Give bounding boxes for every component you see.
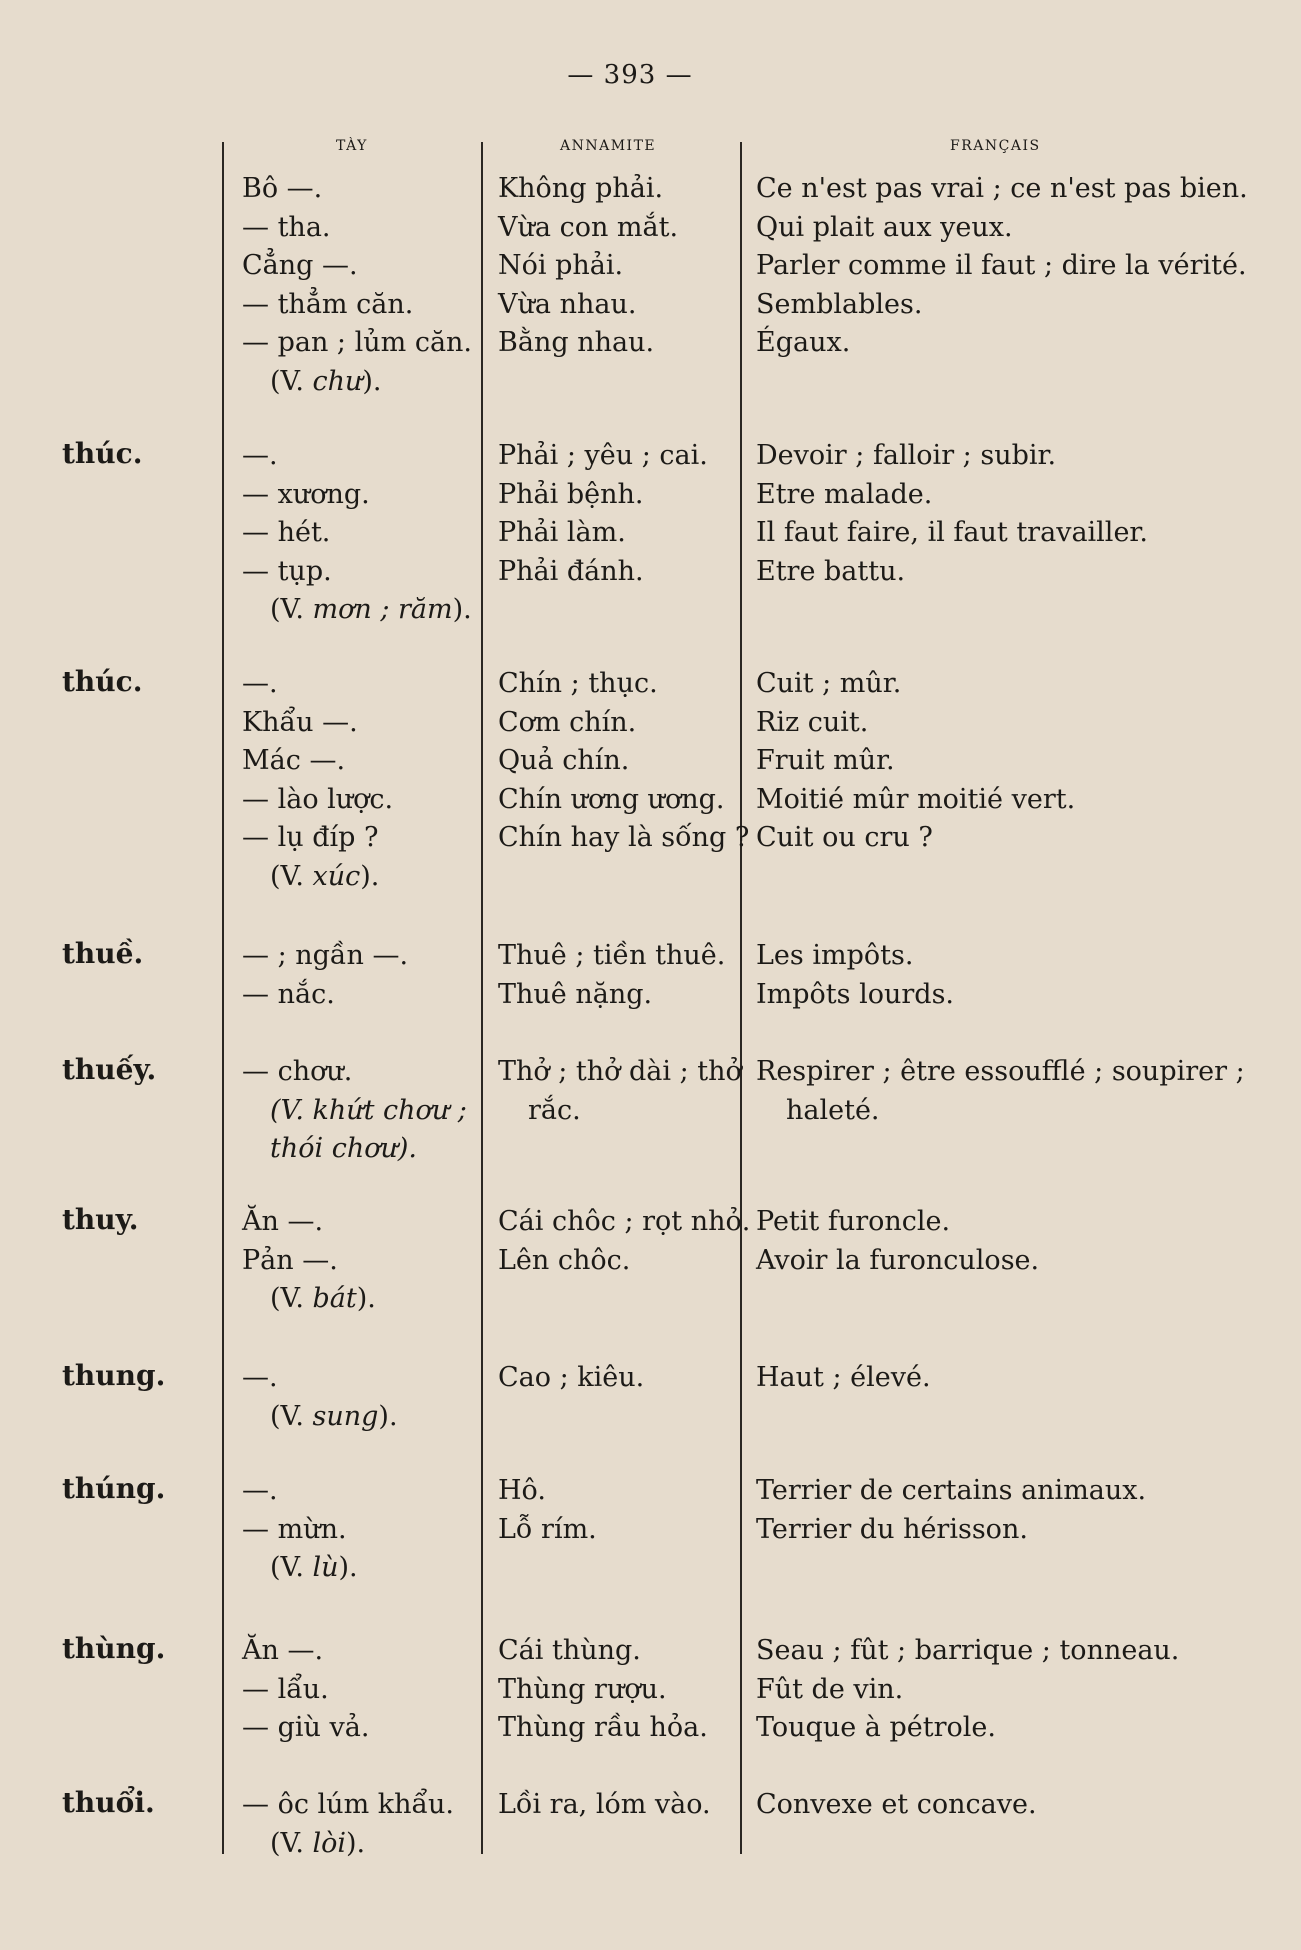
francais-line: Semblables. <box>756 288 923 320</box>
tay-line: — pan ; lủm căn. <box>242 327 473 358</box>
column-header-tay: TÀY <box>336 138 368 154</box>
tay-line: Khẩu —. <box>242 706 358 738</box>
annamite-line: Lồi ra, lóm vào. <box>498 1789 711 1820</box>
annamite-cell <box>498 937 725 1014</box>
annamite-cell <box>498 437 708 591</box>
tay-line: Ăn —. <box>242 1635 324 1666</box>
cross-reference: (V. lòi). <box>270 1827 366 1859</box>
francais-line: Fruit mûr. <box>756 745 895 776</box>
annamite-line: Thuê nặng. <box>498 978 653 1010</box>
tay-line: — hét. <box>242 517 331 548</box>
francais-cell <box>756 170 1248 363</box>
tay-line: Mác —. <box>242 745 346 776</box>
annamite-line: Thở ; thở dài ; thở <box>498 1056 742 1087</box>
annamite-line: Vừa con mắt. <box>498 211 679 243</box>
annamite-line: Phải bệnh. <box>498 478 644 510</box>
annamite-line: Chín ương ương. <box>498 783 725 815</box>
tay-line: — chơư. <box>242 1056 353 1087</box>
francais-line: Cuit ou cru ? <box>756 822 933 853</box>
column-header-francais: FRANÇAIS <box>950 138 1041 154</box>
francais-line: Ce n'est pas vrai ; ce n'est pas bien. <box>756 173 1248 204</box>
tay-line: — ; ngần —. <box>242 940 409 971</box>
annamite-line: Cái thùng. <box>498 1635 641 1666</box>
tay-cell <box>242 437 472 630</box>
tay-line: —. <box>242 1362 278 1393</box>
francais-cell <box>756 1203 1039 1280</box>
tay-line: — thẳm căn. <box>242 288 414 320</box>
tay-line: —. <box>242 668 278 699</box>
tay-line: — mừn. <box>242 1513 347 1545</box>
cross-reference: (V. xúc). <box>270 860 380 892</box>
tay-cell <box>242 1786 454 1863</box>
francais-line: Parler comme il faut ; dire la vérité. <box>756 250 1247 281</box>
annamite-line: Nói phải. <box>498 250 624 281</box>
annamite-line: Chín hay là sống ? <box>498 822 750 853</box>
annamite-line: Thùng rầu hỏa. <box>498 1712 708 1743</box>
tay-line: — lào lược. <box>242 783 394 815</box>
francais-line: Il faut faire, il faut travailler. <box>756 517 1148 548</box>
cross-reference: thói chơư). <box>270 1133 417 1164</box>
francais-line: Etre battu. <box>756 555 906 587</box>
cross-reference: (V. bát). <box>270 1283 376 1314</box>
tay-line: — nắc. <box>242 978 335 1010</box>
head-word: thung. <box>62 1359 166 1392</box>
annamite-line: Bằng nhau. <box>498 327 655 358</box>
column-divider <box>481 142 483 1854</box>
francais-line: Convexe et concave. <box>756 1789 1037 1820</box>
annamite-line: Thùng rượu. <box>498 1673 667 1705</box>
cross-reference: (V. lù). <box>270 1552 358 1583</box>
annamite-line: Phải đánh. <box>498 555 644 587</box>
annamite-line: Chín ; thục. <box>498 668 658 699</box>
tay-line: — lẩu. <box>242 1673 329 1705</box>
francais-line: Les impôts. <box>756 940 914 971</box>
tay-cell <box>242 1359 398 1436</box>
francais-line: Riz cuit. <box>756 706 869 738</box>
annamite-line: rắc. <box>528 1094 581 1126</box>
francais-line: Terrier du hérisson. <box>756 1513 1028 1545</box>
tay-cell <box>242 1632 369 1748</box>
column-divider <box>740 142 742 1854</box>
head-word: thúc. <box>62 665 143 698</box>
tay-line: — xương. <box>242 478 370 510</box>
tay-line: Ăn —. <box>242 1206 324 1237</box>
tay-cell <box>242 665 393 896</box>
tay-line: — tha. <box>242 211 331 243</box>
annamite-cell <box>498 1786 711 1825</box>
francais-cell <box>756 1472 1146 1549</box>
page-number: — 393 — <box>567 60 693 90</box>
francais-line: Petit furoncle. <box>756 1206 951 1237</box>
tay-cell <box>242 937 408 1014</box>
francais-line: Devoir ; falloir ; subir. <box>756 440 1057 471</box>
column-header-annamite: ANNAMITE <box>560 138 657 154</box>
tay-line: — lụ đíp ? <box>242 822 379 853</box>
annamite-line: Cơm chín. <box>498 706 637 738</box>
francais-cell <box>756 1053 1245 1130</box>
francais-line: Touque à pétrole. <box>756 1712 996 1743</box>
francais-line: Haut ; élevé. <box>756 1362 931 1393</box>
francais-line: Impôts lourds. <box>756 978 955 1010</box>
head-word: thúc. <box>62 437 143 470</box>
tay-cell <box>242 170 472 401</box>
cross-reference: (V. khứt chơư ; <box>270 1094 467 1126</box>
annamite-cell <box>498 1632 708 1748</box>
tay-line: —. <box>242 440 278 471</box>
tay-cell <box>242 1472 358 1588</box>
annamite-line: Phải ; yêu ; cai. <box>498 440 708 471</box>
francais-cell <box>756 1359 931 1398</box>
tay-cell <box>242 1053 467 1169</box>
tay-line: — giù vả. <box>242 1712 370 1743</box>
annamite-line: Cái chôc ; rọt nhỏ. <box>498 1206 751 1237</box>
annamite-cell <box>498 1053 742 1130</box>
francais-cell <box>756 665 1075 858</box>
francais-line: Seau ; fût ; barrique ; tonneau. <box>756 1635 1180 1666</box>
tay-line: Pản —. <box>242 1244 338 1276</box>
column-divider <box>222 142 224 1854</box>
tay-cell <box>242 1203 376 1319</box>
francais-line: Etre malade. <box>756 478 933 510</box>
tay-line: — tụp. <box>242 555 332 587</box>
cross-reference: (V. sung). <box>270 1400 398 1432</box>
tay-line: —. <box>242 1475 278 1506</box>
annamite-line: Quả chín. <box>498 745 630 776</box>
cross-reference: (V. mơn ; răm). <box>270 594 472 625</box>
head-word: thuếy. <box>62 1053 157 1086</box>
francais-line: Avoir la furonculose. <box>756 1244 1040 1276</box>
annamite-cell <box>498 1359 644 1398</box>
head-word: thuề. <box>62 937 144 970</box>
francais-line: Qui plait aux yeux. <box>756 211 1013 243</box>
francais-line: Fût de vin. <box>756 1673 904 1705</box>
francais-cell <box>756 437 1148 591</box>
annamite-line: Lên chôc. <box>498 1244 631 1276</box>
francais-line: haleté. <box>786 1094 880 1126</box>
head-word: thuổi. <box>62 1786 155 1819</box>
tay-line: Bô —. <box>242 173 323 204</box>
francais-cell <box>756 937 954 1014</box>
annamite-line: Vừa nhau. <box>498 288 637 320</box>
head-word: thúng. <box>62 1472 166 1505</box>
francais-line: Terrier de certains animaux. <box>756 1475 1147 1506</box>
annamite-line: Phải làm. <box>498 517 626 548</box>
annamite-line: Cao ; kiêu. <box>498 1362 645 1393</box>
francais-line: Égaux. <box>756 327 851 358</box>
francais-cell <box>756 1786 1037 1825</box>
tay-line: Cẳng —. <box>242 250 358 281</box>
annamite-line: Thuê ; tiền thuê. <box>498 940 726 971</box>
francais-line: Moitié mûr moitié vert. <box>756 783 1076 815</box>
head-word: thùng. <box>62 1632 166 1665</box>
francais-line: Respirer ; être essoufflé ; soupirer ; <box>756 1056 1245 1087</box>
annamite-cell <box>498 1203 750 1280</box>
tay-line: — ôc lúm khẩu. <box>242 1789 455 1820</box>
annamite-line: Lỗ rím. <box>498 1513 597 1545</box>
cross-reference: (V. chư). <box>270 365 382 397</box>
francais-cell <box>756 1632 1179 1748</box>
annamite-line: Hô. <box>498 1475 546 1506</box>
annamite-cell <box>498 665 749 858</box>
francais-line: Cuit ; mûr. <box>756 668 902 699</box>
head-word: thuy. <box>62 1203 139 1236</box>
annamite-line: Không phải. <box>498 173 664 204</box>
annamite-cell <box>498 170 678 363</box>
annamite-cell <box>498 1472 597 1549</box>
